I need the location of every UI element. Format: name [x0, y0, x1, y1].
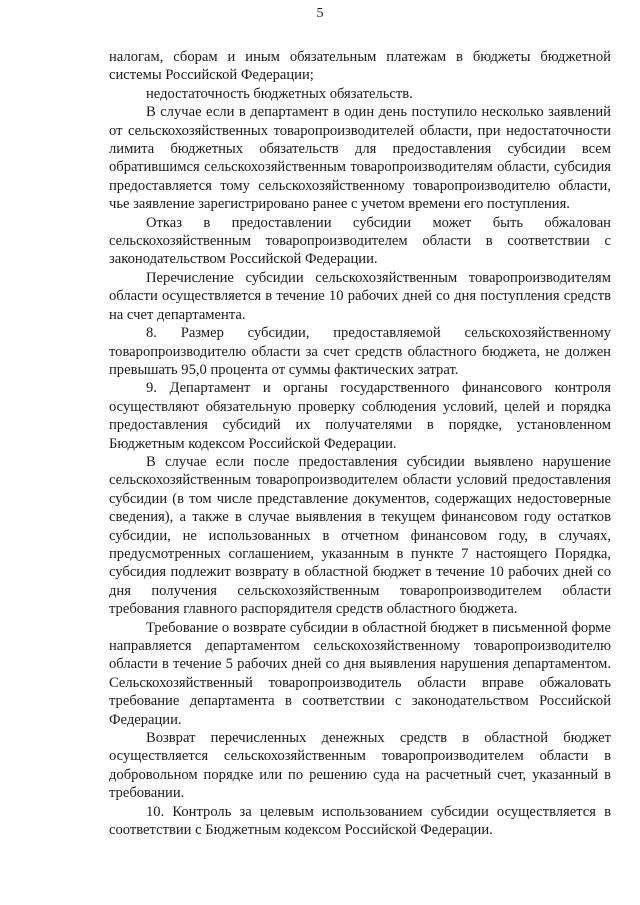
- paragraph-item-9-control: 9. Департамент и органы государственного финансового контроля осуществляют обязательную проверку соблюдения условий, целей и порядка предоставления субсидий их получателями в порядке, установленном Бюджетным кодексом Российской Федерации.: [109, 380, 611, 452]
- paragraph-refusal-appeal: Отказ в предоставлении субсидии может быть обжалован сельскохозяйственным товаропроизводителем области в соответствии с законодательством Российской Федерации.: [109, 214, 611, 268]
- paragraph-continuation: налогам, сборам и иным обязательным платежам в бюджеты бюджетной системы Российской Федерации;: [109, 49, 611, 84]
- paragraph-violation-return: В случае если после предоставления субсидии выявлено нарушение сельскохозяйственным товаропроизводителем области условий предоставления субсидии (в том числе представление документов, содержащих недостоверные сведения), а также в случае выявления в текущем финансовом году остатков субсидии, не использованных в отчетном финансовом году, в случаях, предусмотренных соглашением, указанным в пункте 7 настоящего Порядка, субсидия подлежит возврату в областной бюджет в течение 10 рабочих дней со дня получения сельскохозяйственным товаропроизводителем области требования главного распорядителя средств областного бюджета.: [109, 453, 611, 618]
- paragraph-refund-procedure: Возврат перечисленных денежных средств в областной бюджет осуществляется сельскохозяйственным товаропроизводителем области в добровольном порядке или по решению суда на расчетный счет, указанный в требовании.: [109, 730, 611, 802]
- paragraph-budget-obligations: недостаточность бюджетных обязательств.: [146, 85, 413, 102]
- paragraph-multiple-applications: В случае если в департамент в один день поступило несколько заявлений от сельскохозяйственных товаропроизводителей области, при недостаточности лимита бюджетных обязательств для предоставления субсидии всем обратившимся сельскохозяйственным товаропроизводителям области, субсидия предоставляется тому сельскохозяйственному товаропроизводителю области, чье заявление зарегистрировано ранее с учетом времени его поступления.: [109, 104, 611, 213]
- page-number: 5: [316, 6, 324, 21]
- paragraph-item-8-subsidy-amount: 8. Размер субсидии, предоставляемой сельскохозяйственному товаропроизводителю области за счет средств областного бюджета, не должен превышать 95,0 процента от суммы фактических затрат.: [109, 325, 611, 378]
- paragraph-transfer-terms: Перечисление субсидии сельскохозяйственным товаропроизводителям области осуществляется в течение 10 рабочих дней со дня поступления средств на счет департамента.: [109, 269, 611, 323]
- document-body: [109, 48, 611, 839]
- paragraph-item-10-target-use-control: 10. Контроль за целевым использованием субсидии осуществляется в соответствии с Бюджетным кодексом Российской Федерации.: [109, 803, 611, 839]
- paragraph-return-requirement: Требование о возврате субсидии в областной бюджет в письменной форме направляется департаментом сельскохозяйственному товаропроизводителю области в течение 5 рабочих дней со дня выявления нарушения департаментом. Сельскохозяйственный товаропроизводитель области вправе обжаловать требование департамента в соответствии с законодательством Российской Федерации.: [109, 619, 611, 728]
